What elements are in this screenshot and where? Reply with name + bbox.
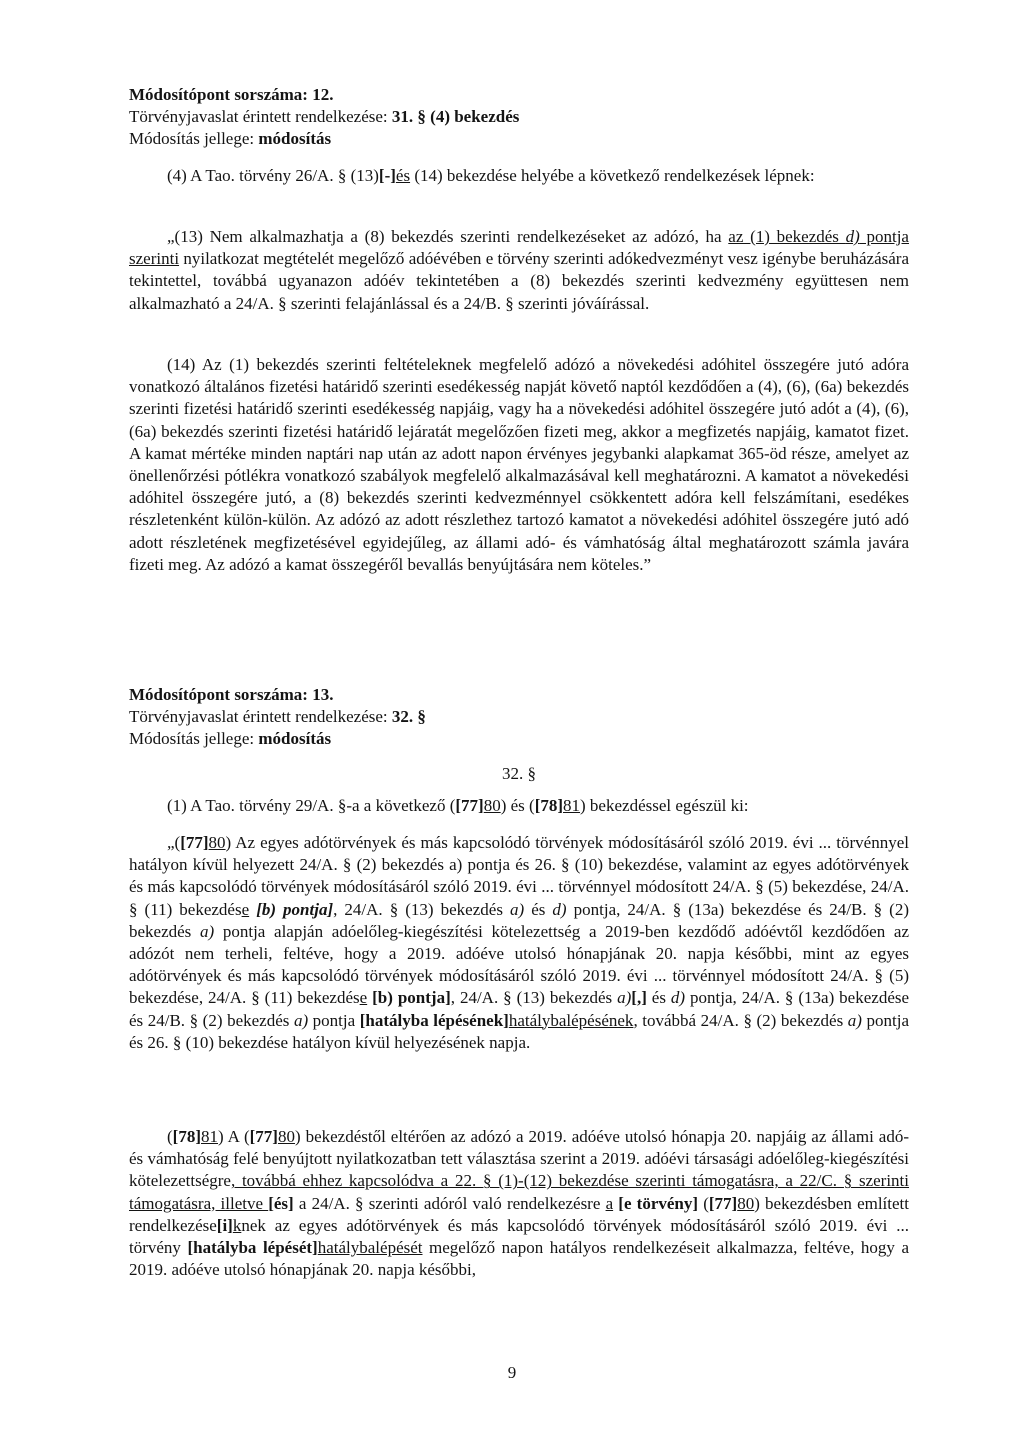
amendment-13-header (129, 684, 909, 750)
inserted-text: az (1) bekezdés (728, 227, 846, 246)
inserted-text: pontja szerinti (129, 227, 909, 269)
text-run: és (646, 988, 671, 1008)
inserted-text: hatálybalépését (317, 1238, 423, 1258)
deleted-text: [b) pontja] (372, 988, 451, 1008)
amendment-13-provision (129, 706, 909, 728)
page-number: 9 (507, 1363, 517, 1382)
deleted-text: [,] (631, 988, 647, 1008)
nature-value: módosítás (258, 729, 332, 748)
text-run: a) (847, 1010, 862, 1030)
inserted-text: e (241, 899, 250, 919)
inserted-text: és (395, 166, 411, 185)
amendment-12-number: Módosítópont sorszáma: 12. (129, 85, 334, 104)
provision-value: 31. § (4) bekezdés (391, 107, 520, 126)
text-run: ) bekezdéssel egészül ki: (580, 796, 749, 815)
inserted-text: , továbbá ehhez kapcsolódva a 22. § (1)-(12) bekezdése szerinti támogatásra, a 22/C. § szerinti támogatásra, illetve (129, 1171, 909, 1213)
deleted-text: [és] (268, 1193, 294, 1213)
deleted-text: [77] (180, 833, 209, 852)
amendment-12-paragraph-2 (129, 226, 909, 315)
inserted-text: d) (845, 227, 860, 246)
deleted-text: [-] (378, 166, 396, 185)
text-run: a) (199, 921, 215, 941)
amendment-12-paragraph-1 (129, 165, 909, 187)
text-run: megelőző napon hatályos rendelkezéseit alkalmazza, feltéve, hogy a 2019. adóéve utolsó hónapjának 20. napja későbbi, (129, 1238, 909, 1280)
amendment-13-paragraph-2 (129, 832, 909, 1054)
text-run: pontja alapján adóelőleg-kiegészítési kötelezettség a 2019-ben kezdődő adóévtől kezdődően az adózót nem terheli, feltéve, hogy a 2019. adóéve utolsó hónapjának 20. napja későbbi, mint az egyes adótörvények és más kapcsolódó törvények módosításáról szóló 2019. évi ... törvénnyel módosított 24/A. § (5) bekezdése, 24/A. § (11) bekezdés (129, 921, 909, 1008)
text-run: (4) A Tao. törvény 26/A. § (13) (167, 166, 379, 185)
inserted-text: hatálybalépésének (508, 1010, 634, 1030)
deleted-text: [78] (534, 796, 564, 815)
text-run: d) (670, 988, 686, 1008)
deleted-text: [b) pontja] (256, 899, 334, 919)
text-run: pontja, 24/A. § (13a) bekezdése és 24/B. § (2) bekezdés (129, 899, 910, 941)
text-run: pontja (308, 1010, 360, 1030)
deleted-text: [77] (708, 1193, 738, 1213)
provision-value: 32. § (391, 707, 426, 726)
text-run: pontja, 24/A. § (13a) bekezdése és 24/B. § (2) bekezdés (129, 988, 910, 1030)
section-title: 32. § (502, 764, 536, 783)
amendment-12-provision (129, 106, 909, 128)
deleted-text: [i] (216, 1215, 233, 1235)
deleted-text: [77] (455, 796, 484, 815)
text-run: , 24/A. § (13) bekezdés (450, 988, 618, 1008)
text-run: , továbbá 24/A. § (2) bekezdés (633, 1010, 848, 1030)
text-run: ) bekezdésben említett rendelkezése (129, 1193, 910, 1235)
text-run: „(13) Nem alkalmazhatja a (8) bekezdés szerinti rendelkezéseket az adózó, ha (167, 227, 729, 246)
paragraph (129, 795, 909, 817)
text-run: ( (167, 1127, 173, 1146)
text-run: „( (167, 833, 181, 852)
deleted-text: [hatályba lépését] (187, 1238, 318, 1258)
nature-value: módosítás (258, 129, 332, 148)
text-run: a) (509, 899, 525, 919)
paragraph (129, 832, 909, 1054)
amendment-12-nature (129, 128, 909, 150)
text-run: nyilatkozat megtételét megelőző adóévében e törvény szerinti adókedvezményt vesz igénybe beruházására tekintettel, továbbá ugyanazon adóév tekintetében a (8) bekezdés szerinti kedvezmény együttesen nem alkalmazható a 24/A. § szerinti felajánlással és a 24/B. § szerinti jóváírással. (129, 249, 909, 313)
section-title-wrap (129, 763, 909, 785)
text-run: ) Az egyes adótörvények és más kapcsolódó törvények módosításáról szóló 2019. évi ... törvénnyel hatályon kívül helyezett 24/A. § (2) bekezdés a) pontja és 26. § (10) bekezdése, valamint az egyes adótörvények és más kapcsolódó törvények módosításáról szóló 2019. évi ... törvénnyel módosított 24/A. § (5) bekezdése, 24/A. § (11) bekezdés (129, 833, 909, 919)
text-run: ( (698, 1193, 709, 1213)
text-run: ) és ( (500, 796, 535, 815)
inserted-text: 81 (563, 796, 581, 815)
text-run: nek az egyes adótörvények és más kapcsolódó törvények módosításáról szóló 2019. évi ... törvény (129, 1215, 909, 1258)
text-run: és (524, 899, 553, 919)
text-run: a) (293, 1010, 309, 1030)
text-run: a 24/A. § szerinti adóról való rendelkezésre (293, 1193, 606, 1213)
amendment-13-paragraph-3 (129, 1126, 909, 1281)
paragraph (129, 226, 909, 315)
inserted-text: a (605, 1193, 614, 1213)
amendment-13-paragraph-1 (129, 795, 909, 817)
text-run: ) A ( (218, 1127, 250, 1146)
text-run: (1) A Tao. törvény 29/A. §-a a következő ( (167, 796, 456, 815)
inserted-text: 80 (277, 1127, 295, 1146)
inserted-text: 80 (483, 796, 501, 815)
deleted-text: [78] (172, 1127, 201, 1146)
provision-label: Törvényjavaslat érintett rendelkezése: (129, 107, 392, 126)
amendment-12-header (129, 84, 909, 150)
nature-label: Módosítás jellege: (129, 729, 259, 748)
text-run: a) (617, 988, 632, 1008)
deleted-text: [hatályba lépésének] (359, 1010, 509, 1030)
deleted-text: [e törvény] (618, 1193, 699, 1213)
text-run: ) bekezdéstől eltérően az adózó a 2019. adóéve utolsó hónapja 20. napjáig az állami adó- és vámhatóság felé benyújtott nyilatkozatban tett választása szerint a 2019. adóévi társasági adóelőleg-kiegészítési kötelezettségre (129, 1127, 909, 1191)
amendment-12-paragraph-3 (129, 354, 909, 576)
deleted-text: [77] (249, 1127, 278, 1146)
text-run: (14) bekezdése helyébe a következő rendelkezések lépnek: (410, 166, 815, 185)
paragraph (129, 1126, 909, 1281)
provision-label: Törvényjavaslat érintett rendelkezése: (129, 707, 392, 726)
text-run: d) (552, 899, 567, 919)
inserted-text: 81 (201, 1127, 218, 1146)
inserted-text: 80 (208, 833, 226, 852)
inserted-text: e (359, 988, 368, 1008)
text-run: , 24/A. § (13) bekezdés (333, 899, 510, 919)
paragraph (129, 165, 909, 187)
paragraph: (14) Az (1) bekezdés szerinti feltételeknek megfelelő adózó a növekedési adóhitel összegére jutó adóra vonatkozó általános fizetési határidő szerinti esedékesség napját követő naptól kezdődően a (4), (6), (6a) bekezdés szerinti fizetési határidő szerinti esedékesség napjáig, vagy ha a növekedési adóhitel összegére jutó adót a (4), (6), (6a) bekezdés szerinti fizetési határidő lejáratát megelőzően fizeti meg, akkor a megfizetés napjáig, kamatot fizet. A kamat mértéke minden naptári nap után az adott napon érvényes jegybanki alapkamat 365-öd része, amelyet az önellenőrzési pótlékra vonatkozó szabályok megfelelő alkalmazásával kell meghatározni. A kamatot a növekedési adóhitel összegére jutó, a (8) bekezdés szerinti kedvezménnyel csökkentett adóra kell felszámítani, esedékes részletenként külön-külön. Az adózó az adott részlethez tartozó kamatot a növekedési adóhitel összegére jutó adó adott részletének megfizetésével egyidejűleg, az állami adó- és vámhatóság által meghatározott számla javára fizeti meg. Az adózó a kamat összegéről bevallás benyújtására nem köteles.” (129, 355, 909, 574)
nature-label: Módosítás jellege: (129, 129, 259, 148)
amendment-13-nature (129, 728, 909, 750)
inserted-text: k (232, 1215, 242, 1235)
text-run: pontja és 26. § (10) bekezdése hatályon kívül helyezésének napja. (129, 1010, 910, 1052)
amendment-13-number: Módosítópont sorszáma: 13. (129, 685, 334, 704)
inserted-text: 80 (737, 1193, 755, 1213)
